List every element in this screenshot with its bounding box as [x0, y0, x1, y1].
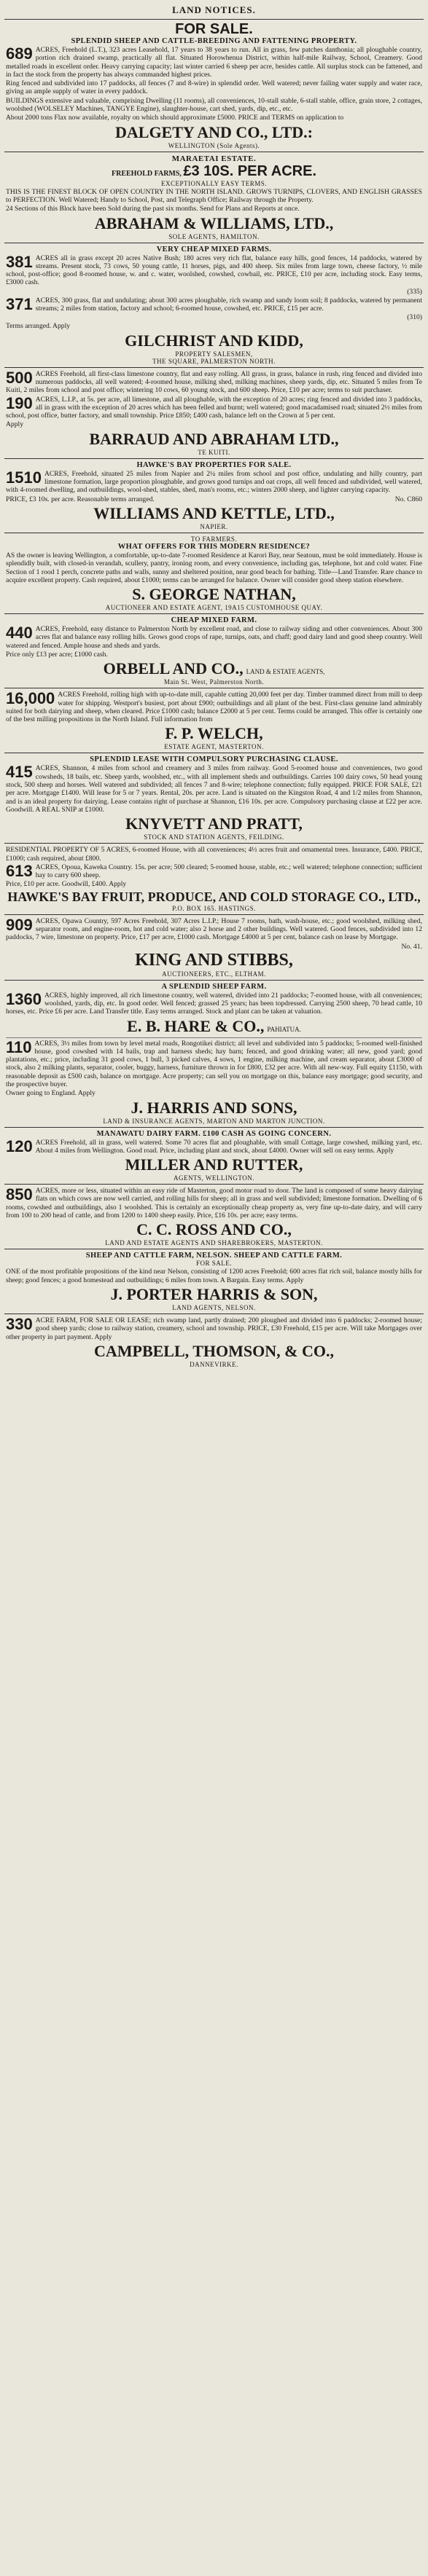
ad-title: HAWKE'S BAY PROPERTIES FOR SALE. [136, 460, 292, 469]
ad-title: SPLENDID LEASE WITH COMPULSORY PURCHASING CLAUSE. [90, 755, 338, 764]
agent-role: PROPERTY SALESMEN, [175, 350, 253, 358]
agent-name: HAWKE'S BAY FRUIT, PRODUCE, AND COLD STORAGE CO., LTD., [7, 889, 421, 904]
ad-paragraph: 330 ACRE FARM, FOR SALE OR LEASE; rich swamp land, partly drained; 200 ploughed and divided into 6 paddocks; 2-roomed house; good sheep yards; close to railway station, creamery, school and township. PRICE, £30 Freehold, £15 per acre. Will take Mortgages over other property in part payment. Apply [6, 1314, 422, 1341]
agent-name: J. HARRIS AND SONS, [131, 1098, 297, 1117]
ad-welch [4, 691, 424, 750]
agent-address: TE KUITI. [198, 448, 230, 456]
section-header: LAND NOTICES. [172, 4, 256, 15]
ad-williams-kettle [4, 461, 424, 530]
divider [4, 458, 424, 459]
ad-paragraph: Terms arranged. Apply [6, 322, 71, 331]
terms-line: EXCEPTIONALLY EASY TERMS. [160, 179, 268, 187]
agent-name: KING AND STIBBS, [135, 950, 293, 970]
ad-paragraph: Apply [6, 420, 23, 429]
ad-paragraph: 440 ACRES, Freehold, easy distance to Palmerston North by excellent road, and close to railway siding and other conveniences. About 300 acres flat and balance easy rolling hills. Grows good crops of rape, turnips, oats, and chaff; good dairy land and good sheep country. Well watered and fenced. Ample house and sheds and yards. [6, 624, 422, 650]
ad-title: VERY CHEAP MIXED FARMS. [156, 245, 272, 254]
agent-name: CAMPBELL, THOMSON, & CO., [93, 1341, 334, 1360]
price-line: FREEHOLD FARMS, £3 10S. PER ACRE. [111, 162, 316, 179]
agent-line: E. B. HARE & CO., PAHIATUA. [127, 1016, 301, 1035]
agent-address: WELLINGTON (Sole Agents). [168, 141, 260, 149]
ad-paragraph: Ring fenced and subdivided into 17 paddocks, all fences (7 and 8-wire) in splendid order. Well watered; never failing water supply and water race, giving an ample supply of water in every paddock. [6, 79, 422, 96]
ad-paragraph: THIS IS THE FINEST BLOCK OF OPEN COUNTRY IN THE NORTH ISLAND. GROWS TURNIPS, CLOVERS, AND ENGLISH GRASSES to PERFECTION. Well Watered; Handy to School, Post, and Telegraph Office; Railway through the Property. [6, 187, 422, 204]
ad-maraetai [4, 154, 424, 240]
ad-title: FOR SALE. [175, 21, 253, 37]
agent-address: STOCK AND STATION AGENTS, FEILDING. [144, 833, 284, 841]
divider [4, 19, 424, 20]
agent-name: BARRAUD AND ABRAHAM LTD., [89, 429, 339, 448]
agent-address: LAND AND ESTATE AGENTS AND SHAREBROKERS, MASTERTON. [105, 1239, 323, 1247]
ad-paragraph: Price only £13 per acre; £1000 cash. [6, 650, 108, 659]
ad-barraud [4, 370, 424, 456]
ad-subtitle: SPLENDID SHEEP AND CATTLE-BREEDING AND FATTENING PROPERTY. [71, 37, 357, 45]
agent-name: S. GEORGE NATHAN, [132, 585, 296, 604]
agent-address: LAND & INSURANCE AGENTS, MARTON AND MARTON JUNCTION. [103, 1117, 325, 1125]
ad-paragraph: Price, £10 per acre. Goodwill, £400. Apply [6, 880, 127, 889]
ad-title: TO FARMERS. [190, 535, 238, 543]
ad-paragraph: AS the owner is leaving Wellington, a comfortable, up-to-date 7-roomed Residence at Karori Bay, near Seatoun, must be sold immediately. House is splendidly built, with closed-in verandah, scullery, pantry, ironing room, and every convenience, including gas, telephone, hot and cold water. Fine Section of 1 rood 1 perch, concrete paths and walls, sunny and sheltered position, near good beach for bathing. Title—Land Transfer. Rare chance to acquire excellent property. Cash required, about £1000; terms can be arranged for balance. Owner will consider good sheep station elsewhere. [6, 551, 422, 584]
ad-title: CHEAP MIXED FARM. [171, 616, 257, 625]
ad-knyvett [4, 755, 424, 841]
agent-address: LAND AGENTS, NELSON. [172, 1303, 256, 1311]
agent-name: ABRAHAM & WILLIAMS, LTD., [94, 213, 334, 232]
divider [4, 367, 424, 368]
ref-number: No. 41. [401, 942, 422, 951]
ad-orbell [4, 616, 424, 686]
ad-paragraph: BUILDINGS extensive and valuable, comprising Dwelling (11 rooms), all conveniences, 10-stall stable, 6-stall stable, office, grain store, 2 cottages, woolshed (WOLSELEY Machines, TANGYE Engine), slaughter-house, cart shed, yards, dip, etc., etc. [6, 96, 422, 114]
ad-title: A SPLENDID SHEEP FARM. [161, 982, 267, 991]
ad-paragraph: PRICE, £3 10s. per acre. Reasonable terms arranged. No. C860 [6, 495, 422, 503]
ad-paragraph: 24 Sections of this Block have been Sold during the past six months. Send for Plans and Reports at once. [6, 205, 300, 213]
ad-paragraph: RESIDENTIAL PROPERTY OF 5 ACRES, 6-roomed House, with all conveniences; 4½ acres fruit and ornamental trees. Insurance, £400. PRICE, £1000; cash required, about £800. [6, 846, 422, 863]
ad-subtitle: WHAT OFFERS FOR THIS MODERN RESIDENCE? [117, 542, 311, 551]
newspaper-page [4, 3, 424, 2570]
agent-address: AGENTS, WELLINGTON. [174, 1174, 254, 1182]
ad-title: MANAWATU DAIRY FARM. £100 CASH AS GOING CONCERN. [96, 1129, 332, 1138]
ad-miller-rutter [4, 1130, 424, 1182]
ad-paragraph: ONE of the most profitable propositions of the kind near Nelson, consisting of 1200 acres Freehold; 600 acres flat rich soil, balance mostly hills for sheep; good fences; a good homestead and outbuildings; 6 miles from town. A Bargain. Easy terms. Apply [6, 1268, 422, 1284]
ad-campbell [4, 1316, 424, 1368]
ad-hare-harris [4, 983, 424, 1125]
ad-title: SHEEP AND CATTLE FARM, NELSON. SHEEP AND CATTLE FARM. [85, 1252, 343, 1260]
ad-paragraph: 909 ACRES, Opawa Country, 597 Acres Freehold, 307 Acres L.I.P.; House 7 rooms, bath, wash-house, etc.; good woolshed, milking shed, separator room, and engine-room, hot and cold water; also 2 horse and 2 other buildings. Well watered. Good fences, subdivided into 12 paddocks, 7 wire, limestone on property. Price, £17 per acre, £1000 cash. Mortgage £4000 at 5 per cent, balance cash on lease by Mortgage. [6, 915, 422, 942]
divider [4, 980, 424, 981]
agent-address: DANNEVIRKE. [190, 1360, 238, 1368]
agent-address: THE SQUARE, PALMERSTON NORTH. [152, 357, 276, 365]
ad-paragraph: 500 ACRES Freehold, all first-class limestone country, flat and easy rolling. All grass, in grass, balance in rush, ring fenced and divided into numerous paddocks, all well watered; 4-roomed house, milking shed, milking machines, sheep yards, dip, etc. Situated 5 miles from Te Kuiti, 2 miles from school and post office; wintering 10 cows, 60 young stock, and 600 sheep. Price, £10 per acre; terms to suit purchaser. [6, 368, 422, 395]
ad-paragraph: About 2000 tons Flax now available, royalty on which should approximate £5000. PRICE and TERMS on application to [6, 114, 344, 122]
divider [4, 613, 424, 614]
agent-name: MILLER AND RUTTER, [125, 1155, 303, 1174]
divider [4, 914, 424, 915]
agent-address: ESTATE AGENT, MASTERTON. [164, 743, 264, 751]
divider [6, 1037, 422, 1038]
ad-title: MARAETAI ESTATE. [171, 154, 257, 163]
ad-paragraph: 371 ACRES, 300 grass, flat and undulating; about 300 acres ploughable, rich swamp and sandy loom soil; 8 paddocks, watered by permanent streams; 2 miles from station, factory and school; 6-roomed house, cowshed, etc. PRICE, £15 per acre. [6, 294, 422, 313]
ad-paragraph: 120 ACRES Freehold, all in grass, well watered. Some 70 acres flat and ploughable, with small Cottage, large cowshed, milking yard, etc. About 4 miles from Wellington. Good road. Price, including plant and stock, about £4000. Owner will sell on easy terms. Apply [6, 1136, 422, 1155]
ad-paragraph: 415 ACRES, Shannon, 4 miles from school and creamery and 3 miles from railway. Good 5-roomed house and conveniences, two good cowsheds, 18 bails, etc. Sheep yards, woolshed, etc., with all implement sheds and outbuildings. Carries 100 dairy cows, 50 head young stock, 500 sheep and horses. Well watered and subdivided; all fences 7 and 8-wire; telephone connection; fully equipped. PRICE FOR SALE, £21 per acre. Mortgage £1400. Will lease for 5 or 7 years. Rental, 20s. per acre. Land is situated on the Kingston Road, 4 and 1/2 miles from Shannon, and is an ideal property for dairying. Lease contains right of purchase at Shannon, £16 10s. per acre. Compulsory purchasing clause at £22 per acre. Goodwill. A REAL SNIP at £1000. [6, 763, 422, 814]
agent-name: GILCHRIST AND KIDD, [125, 331, 303, 350]
ad-ross [4, 1187, 424, 1246]
agent-name: F. P. WELCH, [165, 724, 263, 743]
agent-name: WILLIAMS AND KETTLE, LTD., [93, 503, 335, 522]
agent-address: SOLE AGENTS, HAMILTON. [168, 232, 260, 240]
agent-address: NAPIER. [200, 522, 228, 530]
ad-paragraph: 850 ACRES, more or less, situated within an easy ride of Masterton, good motor road to door. The land is composed of some heavy dairying flats on which cows are now well carried, and rolling hills for sheep; all in grass and well subdivided; limestone formation. Dwelling of 6 rooms, cowshed and outbuildings, also 1 woolshed. This is certainly an exceptionally cheap property as, very fine up-to-date dairy, and will carry from 100 to 200 head of cattle, and from 1200 to 1400 sheep easily. Price, £16 10s. per acre; easy terms. [6, 1185, 422, 1220]
agent-name: DALGETY AND CO., LTD.: [115, 122, 313, 141]
ad-subtitle: FOR SALE. [195, 1260, 232, 1268]
divider [4, 843, 424, 844]
ad-hawkes-bay-fruit [4, 846, 424, 911]
ad-paragraph: 190 ACRES, L.I.P., at 5s. per acre, all limestone, and all ploughable, with the exception of 20 acres; ring fenced and divided into 3 paddocks, all in grass with the exception of 20 acres which has been felled and burnt; well watered; good macadamised road; situated 2½ miles from school, post office, butter factory, and small township. Price £850; £400 cash, balance left on the Crown at 5 per cent. [6, 393, 422, 420]
ad-king-stibbs [4, 917, 424, 978]
ad-nathan [4, 535, 424, 611]
ad-dalgety [4, 22, 424, 149]
ad-paragraph: 689 ACRES, Freehold (L.T.), 323 acres Leasehold, 17 years to 38 years to run. All in grass, few patches danthonia; all ploughable country, portion rich drained swamp, practically all flat. Situated Horowhenua District, within half-mile Railway, School, Creamery. Good metalled roads in excellent order. Heavy carrying capacity; last winter carried 6 sheep per acre, besides cattle. All surplus stock can be fattened, and in fact the stock from the property has always commanded highest prices. [6, 44, 422, 79]
ad-paragraph: 1360 ACRES, highly improved, all rich limestone country, well watered, divided into 21 paddocks; 7-roomed house, with all conveniences; woolshed, yards, dip, etc. In good order. Well fenced; grassed 25 years; has been topdressed. Carrying 2500 sheep, 70 head cattle, 10 horses, etc. Price £6 per acre. Land Transfer title. Easy terms arranged. Stock and plant can be taken at valuation. [6, 989, 422, 1016]
divider [4, 1184, 424, 1185]
agent-address: P.O. BOX 165. HASTINGS. [172, 904, 256, 912]
agent-name: C. C. ROSS AND CO., [136, 1220, 292, 1239]
ad-paragraph: 16,000 ACRES Freehold, rolling high with up-to-date mill, capable cutting 20,000 feet per day. Timber trammed direct from mill to deep water for shipping. Westport's busiest, port about £900; outbuildings and all plant of the best. First-class genuine land admirably suited for both dairying and sheep, when cleared. Price £1000 cash; balance £2000 at 5 per cent. Terms could be arranged. This offer is certainly one of the best milling propositions in the North Island. Full information from [6, 689, 422, 724]
acreage-number: 689 [6, 44, 33, 63]
agent-address: AUCTIONEER AND ESTATE AGENT, 19A15 CUSTOMHOUSE QUAY. [105, 604, 323, 612]
ad-paragraph: 110 ACRES, 3½ miles from town by level metal roads, Rongotikei district; all level and subdivided into 5 paddocks; 5-roomed well-finished house, good cowshed with 14 bails, trap and harness sheds; hay barn; fenced, and good drinking water; all new, good yard; good plantations, etc.; price, including 31 good cows, 1 bull, 3 picked calves, 4 sows, 1 engine, milking machine, and cream separator, about £3000 of stock, also 2 milking plants, separator, cooler, buggy, harness, furniture thrown in for £800, £32 per acre. With all new-way. Full equity £1150, with reasonable deposit as £500 cash, balance on mortgage. Acre property; can sell you on mortgage on this, balance easy mortgage; good security, and the prospective buyer. [6, 1037, 422, 1088]
agent-line: ORBELL AND CO., LAND & ESTATE AGENTS, [103, 659, 325, 678]
ad-paragraph: 381 ACRES all in grass except 20 acres Native Bush; 180 acres very rich flat, balance easy hills, good fences, 14 paddocks, watered by streams. Present stock, 73 cows, 50 young cattle, 11 horses, pigs, and 400 sheep. Six miles from large town, cheese factory, ½ mile school, post-office; good 8-roomed house, w. and c. water, woolshed, cowshed, cowbail, etc. PRICE, £10 per acre, including stock. Easy terms, £3000 cash. [6, 252, 422, 287]
agent-name: J. PORTER HARRIS & SON, [110, 1284, 318, 1303]
agent-address: Main St. West, Palmerston North. [163, 678, 265, 686]
ref-number: (335) [407, 287, 422, 296]
divider [4, 1127, 424, 1128]
ad-paragraph: Owner going to England. Apply [6, 1089, 96, 1098]
agent-name: KNYVETT AND PRATT, [125, 814, 303, 833]
ad-porter-harris [4, 1252, 424, 1311]
ad-paragraph: 613 ACRES, Opoua, Kaweka Country. 15s. per acre; 500 cleared; 5-roomed house, stable, etc.; well watered; telephone connection; sufficient hay to carry 600 sheep. [6, 861, 422, 880]
ref-number: (310) [407, 313, 422, 322]
ad-paragraph: 1510 ACRES, Freehold, situated 25 miles from Napier and 2¼ miles from school and post office, undulating and hilly country, part limestone formation, large proportion ploughable, and grows good turnips and oat crops, all well fenced and subdivided, well watered, with 4-roomed dwelling, and outbuildings, wool-shed, stables, shed, man's rooms, etc.; winters 2000 sheep, and lighter carrying capacity. [6, 468, 422, 495]
agent-address: AUCTIONEERS, ETC., ELTHAM. [162, 970, 266, 978]
ad-gilchrist [4, 246, 424, 365]
divider [4, 1313, 424, 1314]
